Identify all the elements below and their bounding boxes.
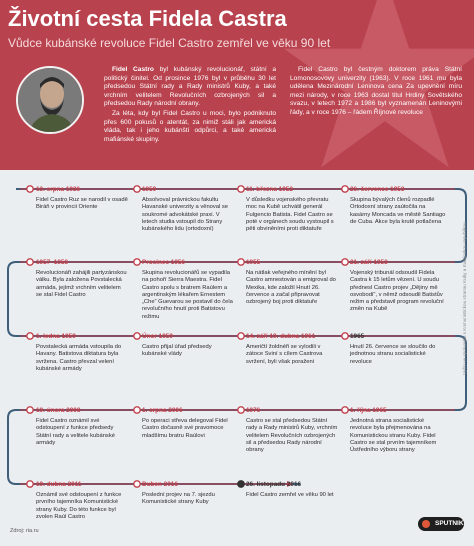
event-date: Prosinec 1956 (142, 259, 185, 266)
event-date: 1. října 1965 (350, 407, 387, 414)
event-text: Absolvoval právnickou fakultu Havanské univerzity a věnoval se soukromé advokátské praxi. V letech studia vstoupil do Strany kubánského lidu (ortodoxní) (142, 197, 229, 233)
event-text: Poslední projev na 7. sjezdu Komunistické strany Kuby (142, 492, 215, 506)
event-date: 1. srpna 2006 (142, 407, 183, 414)
bio-right-text: Fidel Castro byl čestným doktorem práva Státní Lomonosovovy univerzity (1963). V roce 1961 mu byla udělena Mezinárodní Leninova cena Za upevnění míru mezi národy, v roce 1963 dostal titul Hrdiny Sovětského svazu, v letech 1972 a 1986 byl vyznamenán Leninovými řády, a v roce 1976 – řádem Říjnové revoluce (290, 66, 462, 116)
portrait-photo (16, 66, 84, 134)
event-text: Vojenský tribunál odsoudil Fidela Castra k 15 letům vězení. U soudu přednesl Castro projev „Dějiny mě osvobodí“, v němž odsoudil Batistův režim a představil program revoluční změn na Kubě (350, 270, 444, 313)
event-text: Fidel Castro oznámil své odstoupení z funkce předsedy Státní rady a velitele kubánské armády (36, 418, 115, 446)
timeline-node (133, 406, 141, 414)
event-text: Jednotná strana socialistické revoluce byla přejmenována na Komunistickou stranu Kuby. Fidel Castro se stal prvním tajemníkem Ústředního výboru strany (350, 418, 437, 454)
sputnik-logo (418, 517, 464, 531)
event-date: 19. února 2008 (36, 407, 81, 414)
source-note: Zdroj: ria.ru (10, 528, 39, 534)
event-date: 1950 (142, 186, 157, 193)
timeline-node-final (237, 480, 245, 488)
logo-icon (422, 520, 430, 528)
event-text: V důsledku vojenského převratu moc na Kubě uchvátil generál Fulgencio Batista. Fidel Castro se poté v orgánech soudu vystoupil s pěti obviněními proti diktatuře (246, 197, 334, 233)
timeline-node (26, 406, 34, 414)
event-text: Fidel Castro zemřel ve věku 90 let (246, 492, 334, 498)
event-text: Skupina revolucionářů se vypadila na pohoří Sierra Maestra. Fidel Castro spolu s bratrem Raúlem a argentinským lékařem Ernestem „Che“ Guevarou se postavil do čela revolučního hnutí proti Batistovu režimu (142, 270, 233, 320)
timeline-node (26, 258, 34, 266)
timeline-node (341, 332, 349, 340)
event-text: Skupina bývalých členů rozpadlé Ortodoxní strany zaútočila na kasárny Moncada ve městě Santiago de Cuba. Akce byla krutě potlačena (350, 197, 446, 225)
event-text: Castro se stal předsedou Státní rady a Rady ministrů Kuby, vrchním velitelem Revolučních ozbrojených sil a předsedou Rady národní obrany (246, 418, 338, 454)
page-subtitle: Vůdce kubánské revoluce Fidel Castro zemřel ve věku 90 let (8, 36, 331, 50)
timeline-node (133, 185, 141, 193)
timeline-node (237, 406, 245, 414)
event-date: 21. září 1953 (350, 259, 388, 266)
event-date: Duben 2016 (142, 481, 178, 488)
timeline (0, 170, 474, 546)
event-date: 19. dubna 2011 (36, 481, 82, 488)
event-date: 14. září 19. dubna 1961 (246, 333, 316, 340)
bio-right (290, 66, 462, 119)
timeline-node (237, 185, 245, 193)
page-title: Životní cesta Fidela Castra (8, 6, 287, 31)
event-text: Oznámil své odstoupení z funkce prvního tajemníka Komunistické strany Kuby. Do této funkce byl zvolen Raúl Castro (36, 492, 122, 520)
bio-left-text-2: Za léta, kdy byl Fidel Castro u moci, bylo podniknuto přes 600 pokusů o atentát, za nimiž stáli jak americká vláda, tak i jeho kubánští odpůrci, a také americká mafiánské skupiny. (104, 109, 276, 143)
timeline-node (341, 406, 349, 414)
event-text: Hnutí 26. července se sloučilo do jednotnou stranu socialistické revoluce (350, 344, 436, 365)
timeline-node (237, 258, 245, 266)
timeline-node (133, 480, 141, 488)
event-date: 1. ledna 1959 (36, 333, 76, 340)
bio-left (104, 66, 276, 145)
event-date: 11. března 1952 (246, 186, 293, 193)
bio-left-text-1: byl kubánský revolucionář, státní a politický činitel. Od prosince 1976 byl v průběhu 30 let předsedou Státní rady a Rady ministrů Kuby, a také vrchním velitelem Revolučních ozbrojených sil a předsedou Rady národní obrany. (104, 66, 276, 108)
event-date: 1965 (350, 333, 365, 340)
timeline-node (341, 185, 349, 193)
event-date: Únor 1959 (142, 333, 173, 340)
event-date: 26. listopadu 2016 (246, 481, 302, 488)
event-date: 26. července 1953 (350, 186, 405, 193)
timeline-node (26, 480, 34, 488)
event-text: Revolucionáři zahájili partyzánskou válku. Byla založena Povstalecká armáda, jejímž vrchním velitelem se stal Fidel Castro (36, 270, 127, 298)
bio-name: Fidel Castro (112, 66, 154, 73)
timeline-node (133, 332, 141, 340)
event-date: 13. srpna 1926 (36, 186, 81, 193)
event-date: 1976 (246, 407, 261, 414)
event-text: Američtí žoldnéři se vylodili v zátoce Sviní s cílem Castrova svržení, byli však poraženi (246, 344, 323, 365)
timeline-node (26, 185, 34, 193)
header (0, 0, 474, 170)
side-note: Vyšlo ve spolupráci s Komunistickou stranou Kuby a Kubánskou republikou (462, 221, 467, 375)
event-text: Povstalecká armáda vstoupila do Havany. Batistova diktatura byla svržena. Castro převzal velení kubánské armády (36, 344, 122, 372)
timeline-node (133, 258, 141, 266)
event-text: Castro přijal úřad předsedy kubánské vlády (142, 344, 212, 358)
event-date: 1955 (246, 259, 261, 266)
event-text: Na nátlak veřejného mínění byl Castro amnestován a emigroval do Mexika, kde založil Hnutí 26. července a začal připravovat ozbrojený boj proti diktatuře (246, 270, 336, 306)
timeline-node (341, 258, 349, 266)
logo-text: SPUTNIK (435, 520, 464, 527)
timeline-node (26, 332, 34, 340)
timeline-node (237, 332, 245, 340)
event-text: Po operaci střeva delegoval Fidel Castro dočasně své pravomoce mladšímu bratru Raúlovi (142, 418, 228, 439)
event-text: Fidel Castro Ruz se narodil v osadě Biráň v provincii Oriente (36, 197, 128, 211)
event-date: 1957–1958 (36, 259, 68, 266)
